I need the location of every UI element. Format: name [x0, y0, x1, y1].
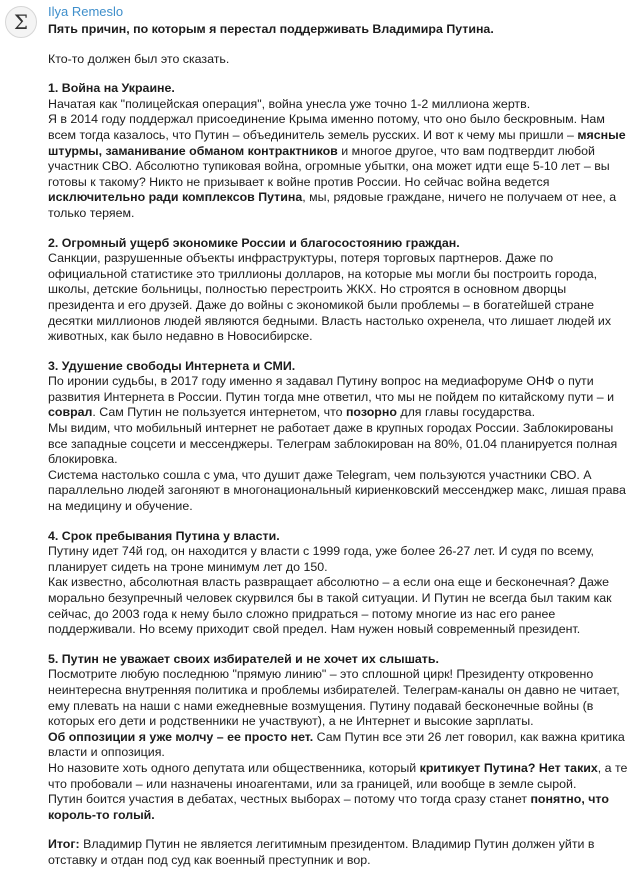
reason-section	[48, 529, 632, 652]
text-run: Путину идет 74й год, он находится у власти с 1999 года, уже более 26-27 лет. И судя по всему, планирует сидеть на троне минимум лет до 150.	[48, 544, 594, 574]
bold-text: мясные штурмы, заманивание обманом контрактников	[48, 127, 626, 158]
text-run: и многое другое, что вам подтвердит любой участник СВО. Абсолютно тупиковая война, огромные убытки, она может идти еще 5-10 лет – вы готовы к такому? Никто не призывает к войне против России. Но сейчас война ведется	[48, 143, 610, 189]
reason-title: 3. Удушение свободы Интернета и СМИ.	[48, 358, 296, 373]
message-body	[48, 22, 632, 869]
reason-paragraph	[48, 251, 632, 345]
text-run: Посмотрите любую последнюю "прямую линию" – это сплошной цирк! Президенту откровенно неинтересна внутренняя политика и проблемы избирателей. Телеграм-каналы он давно не читает, ему плевать на наши с нами ежедневные возмущения. Путину подавай бесконечные войны (в которых его дети и родственники не участвуют), а не Интернет и высокие зарплаты.	[48, 667, 620, 729]
message	[48, 4, 632, 869]
reason-paragraph	[48, 374, 632, 421]
text-run: Владимир Путин не является легитимным президентом. Владимир Путин должен уйти в отставку и отдан под суд как военный преступник и вор.	[48, 837, 595, 867]
bold-text: Нет таких	[538, 760, 598, 775]
reason-title: 2. Огромный ущерб экономике России и благосостоянию граждан.	[48, 235, 460, 250]
reason-paragraph	[48, 575, 632, 637]
reasons-list	[48, 81, 632, 837]
reason-paragraph	[48, 730, 632, 761]
reason-paragraph	[48, 544, 632, 575]
reason-paragraph	[48, 667, 632, 729]
text-run: Мы видим, что мобильный интернет не работает даже в крупных городах России. Заблокированы все западные соцсети и мессенджеры. Телеграм заблокирован на 80%, 01.04 планируется полная блокировка.	[48, 421, 618, 467]
author-name[interactable]: Ilya Remeslo	[48, 4, 124, 19]
bold-text: критикует Путина?	[419, 760, 536, 775]
text-run: Санкции, разрушенные объекты инфраструктуры, потеря торговых партнеров. Даже по официальной статистике это триллионы долларов, на которые мы могли бы построить города, школы, детские больницы, полностью перестроить ЖКХ. Но строятся в основном дворцы президента и его друзей. Даже до войны с экономикой были проблемы – в богатейшей стране десятки миллионов людей являются бедными. Власть настолько охренела, что лишает людей их животных, как было недавно в Новосибирске.	[48, 251, 612, 344]
text-run: Сам Путин все эти 26 лет говорил, как важна критика власти и оппозиция.	[48, 729, 625, 760]
reason-title: 5. Путин не уважает своих избирателей и не хочет их слышать.	[48, 651, 439, 666]
bold-text: Итог:	[48, 837, 80, 852]
reason-section	[48, 236, 632, 359]
reason-title: 4. Срок пребывания Путина у власти.	[48, 528, 280, 543]
text-run: Я в 2014 году поддержал присоединение Крыма именно потому, что оно было бескровным. Нам всем тогда казалось, что Путин – объединитель земель русских. И вот к чему мы пришли –	[48, 112, 605, 142]
reason-paragraph	[48, 468, 632, 515]
text-run: для главы государства.	[396, 405, 536, 420]
sigma-icon: Σ	[13, 10, 29, 34]
reason-paragraph	[48, 421, 632, 468]
bold-text: соврал	[48, 405, 93, 420]
text-run: Путин боится участия в дебатах, честных выборах – потому что тогда сразу станет	[48, 792, 531, 807]
reason-section	[48, 359, 632, 529]
reason-paragraph	[48, 97, 632, 113]
reason-title: 1. Война на Украине.	[48, 81, 175, 96]
bold-text: Об оппозиции я уже молчу – ее просто нет.	[48, 729, 314, 744]
text-run: Но назовите хоть одного депутата или общественника, который	[48, 760, 420, 775]
conclusion	[48, 837, 632, 868]
text-run: По иронии судьбы, в 2017 году именно я задавал Путину вопрос на медиафоруме ОНФ о пути развития Интернета в России. Путин тогда мне ответил, что мы не пойдем по китайскому пути – и	[48, 374, 614, 404]
reason-paragraph	[48, 761, 632, 792]
reason-paragraph	[48, 792, 632, 823]
reason-section	[48, 81, 632, 235]
bold-text: исключительно ради комплексов Путина	[48, 190, 303, 205]
text-run: , а те что пробовали – или назначены иноагентами, или за границей, или вообще в земле сырой.	[48, 760, 628, 791]
bold-text: позорно	[345, 405, 397, 420]
text-run: , мы, рядовые граждане, ничего не получаем от нее, а только теряем.	[48, 190, 617, 220]
message-intro: Кто-то должен был это сказать.	[48, 51, 230, 66]
text-run: Как известно, абсолютная власть развращает абсолютно – а если она еще и бесконечная? Даже морально безупречный человек скурвился бы в такой ситуации. И Путин не всегда был таким как сейчас, до 2003 года к нему было сложно придраться – потому многие из нас его ранее поддерживали. Но всему приходит свой предел. Нам нужен новый современный президент.	[48, 575, 612, 637]
text-run: . Сам Путин не пользуется интернетом, что	[92, 405, 346, 420]
reason-paragraph	[48, 112, 632, 221]
text-run: Начатая как "полицейская операция", война унесла уже точно 1-2 миллиона жертв.	[48, 96, 531, 111]
message-title: Пять причин, по которым я перестал поддерживать Владимира Путина.	[48, 22, 494, 36]
author-avatar[interactable]	[5, 6, 37, 38]
text-run: Система настолько сошла с ума, что душит даже Telegram, чем пользуются участники СВО. А параллельно людей загоняют в многонациональный кириенковский мессенджер макс, лишая права на медицину и обучение.	[48, 467, 626, 514]
reason-section	[48, 652, 632, 838]
bold-text: понятно, что король-то голый.	[48, 792, 609, 822]
